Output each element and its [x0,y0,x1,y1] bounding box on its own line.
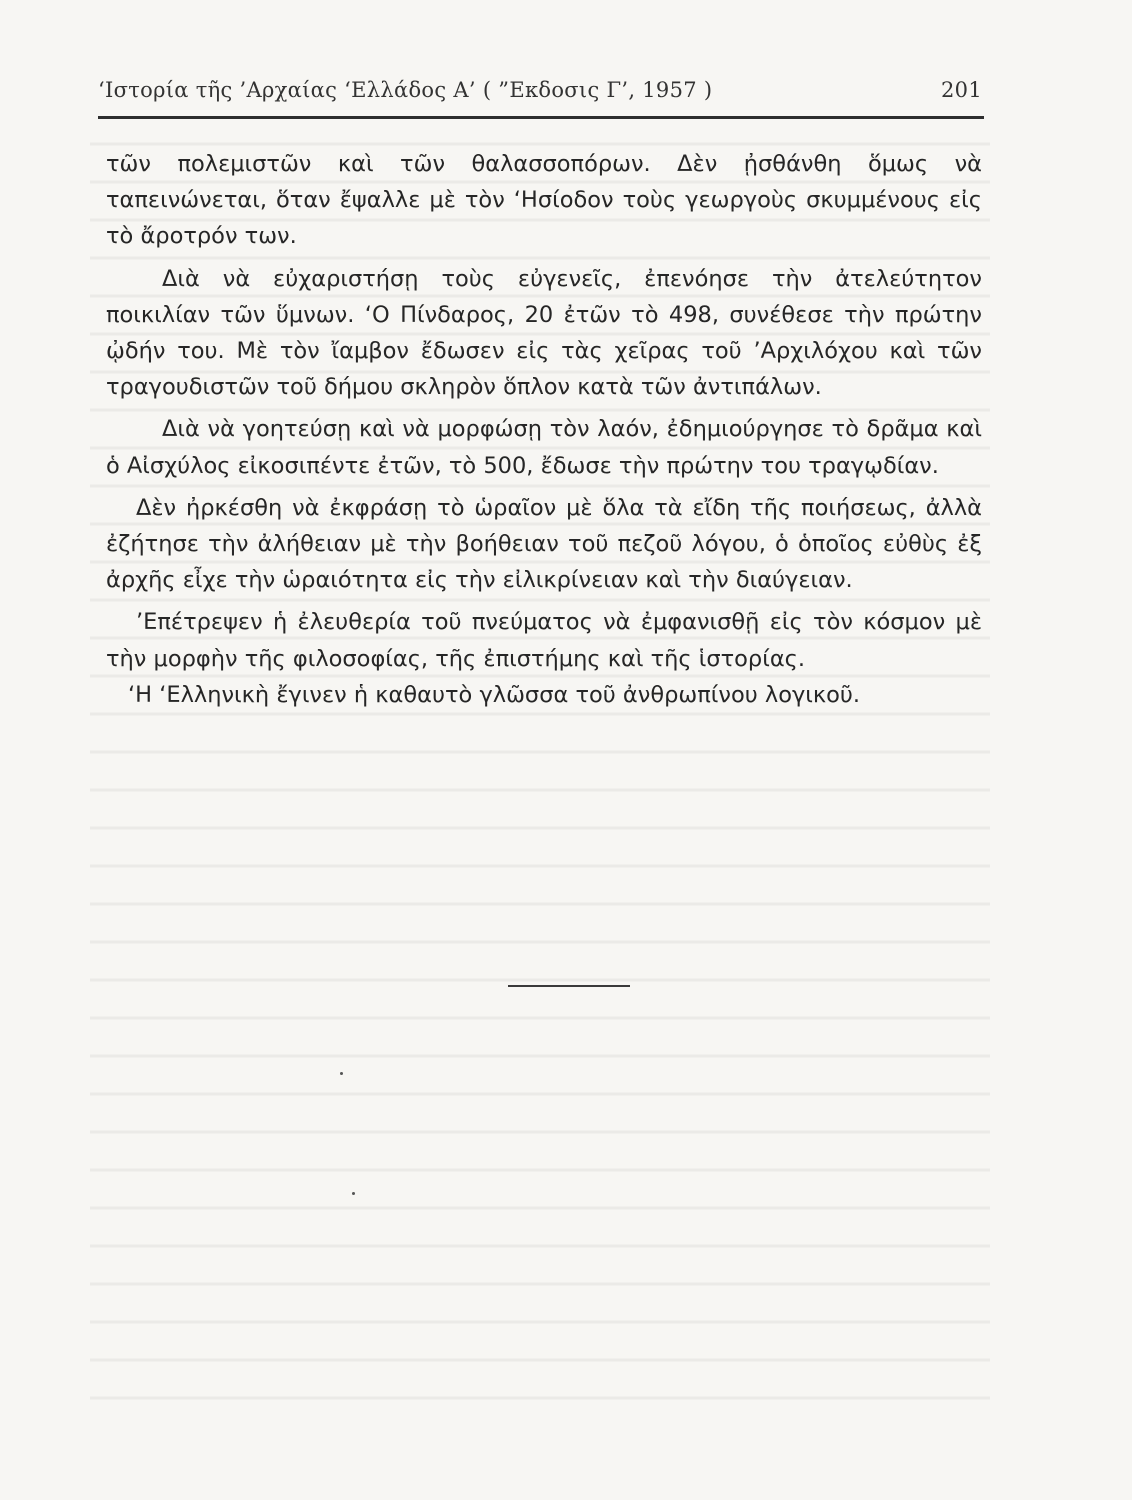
paragraph: Διὰ νὰ εὐχαριστήσῃ τοὺς εὐγενεῖς, ἐπενόησε τὴν ἀτελεύτητον ποικιλίαν τῶν ὕμνων. ‘Ο Πίνδαρος, 20 ἐτῶν τὸ 498, συνέθεσε τὴν πρώτην ᾠδήν του. Μὲ τὸν ἴαμβον ἔδωσεν εἰς τὰς χεῖρας τοῦ ’Αρχιλόχου καὶ τῶν τραγουδιστῶν τοῦ δήμου σκληρὸν ὅπλον κατὰ τῶν ἀντιπάλων. [106,265,982,401]
scan-speck [352,1192,355,1195]
paragraph: Διὰ νὰ γοητεύσῃ καὶ νὰ μορφώσῃ τὸν λαόν, ἐδημιούργησε τὸ δρᾶμα καὶ ὁ Αἰσχύλος εἰκοσιπέντε ἐτῶν, τὸ 500, ἔδωσε τὴν πρώτην του τραγῳδίαν. [106,416,982,479]
paragraph: ‘Η ‘Ελληνικὴ ἔγινεν ἡ καθαυτὸ γλῶσσα τοῦ ἀνθρωπίνου λογικοῦ. [128,681,861,708]
paragraph: Δὲν ἠρκέσθη νὰ ἐκφράσῃ τὸ ὡραῖον μὲ ὅλα τὰ εἴδη τῆς ποιήσεως, ἀλλὰ ἐζήτησε τὴν ἀλήθειαν μὲ τὴν βοήθειαν τοῦ πεζοῦ λόγου, ὁ ὁποῖος εὐθὺς ἐξ ἀρχῆς εἶχε τὴν ὡραιότητα εἰς τὴν εἰλικρίνειαν καὶ τὴν διαύγειαν. [106,494,982,594]
running-head [98,78,982,108]
paragraph: ’Επέτρεψεν ἡ ἐλευθερία τοῦ πνεύματος νὰ ἐμφανισθῇ εἰς τὸν κόσμον μὲ τὴν μορφὴν τῆς φιλοσοφίας, τῆς ἐπιστήμης καὶ τῆς ἱστορίας. [106,609,982,672]
running-head-title: ‘Ιστορία τῆς ’Αρχαίας ‘Ελλάδος Α’ ( ”Εκδοσις Γ’, 1957 ) [98,78,713,102]
scan-speck [340,1072,343,1075]
page-number: 201 [941,78,982,102]
paragraph: τῶν πολεμιστῶν καὶ τῶν θαλασσοπόρων. Δὲν ᾐσθάνθη ὅμως νὰ ταπεινώνεται, ὅταν ἔψαλλε μὲ τὸν ‘Ησίοδον τοὺς γεωργοὺς σκυμμένους εἰς τὸ ἄροτρόν των. [106,151,982,250]
body-text [106,146,982,719]
header-rule [98,116,984,119]
end-rule [508,985,630,987]
